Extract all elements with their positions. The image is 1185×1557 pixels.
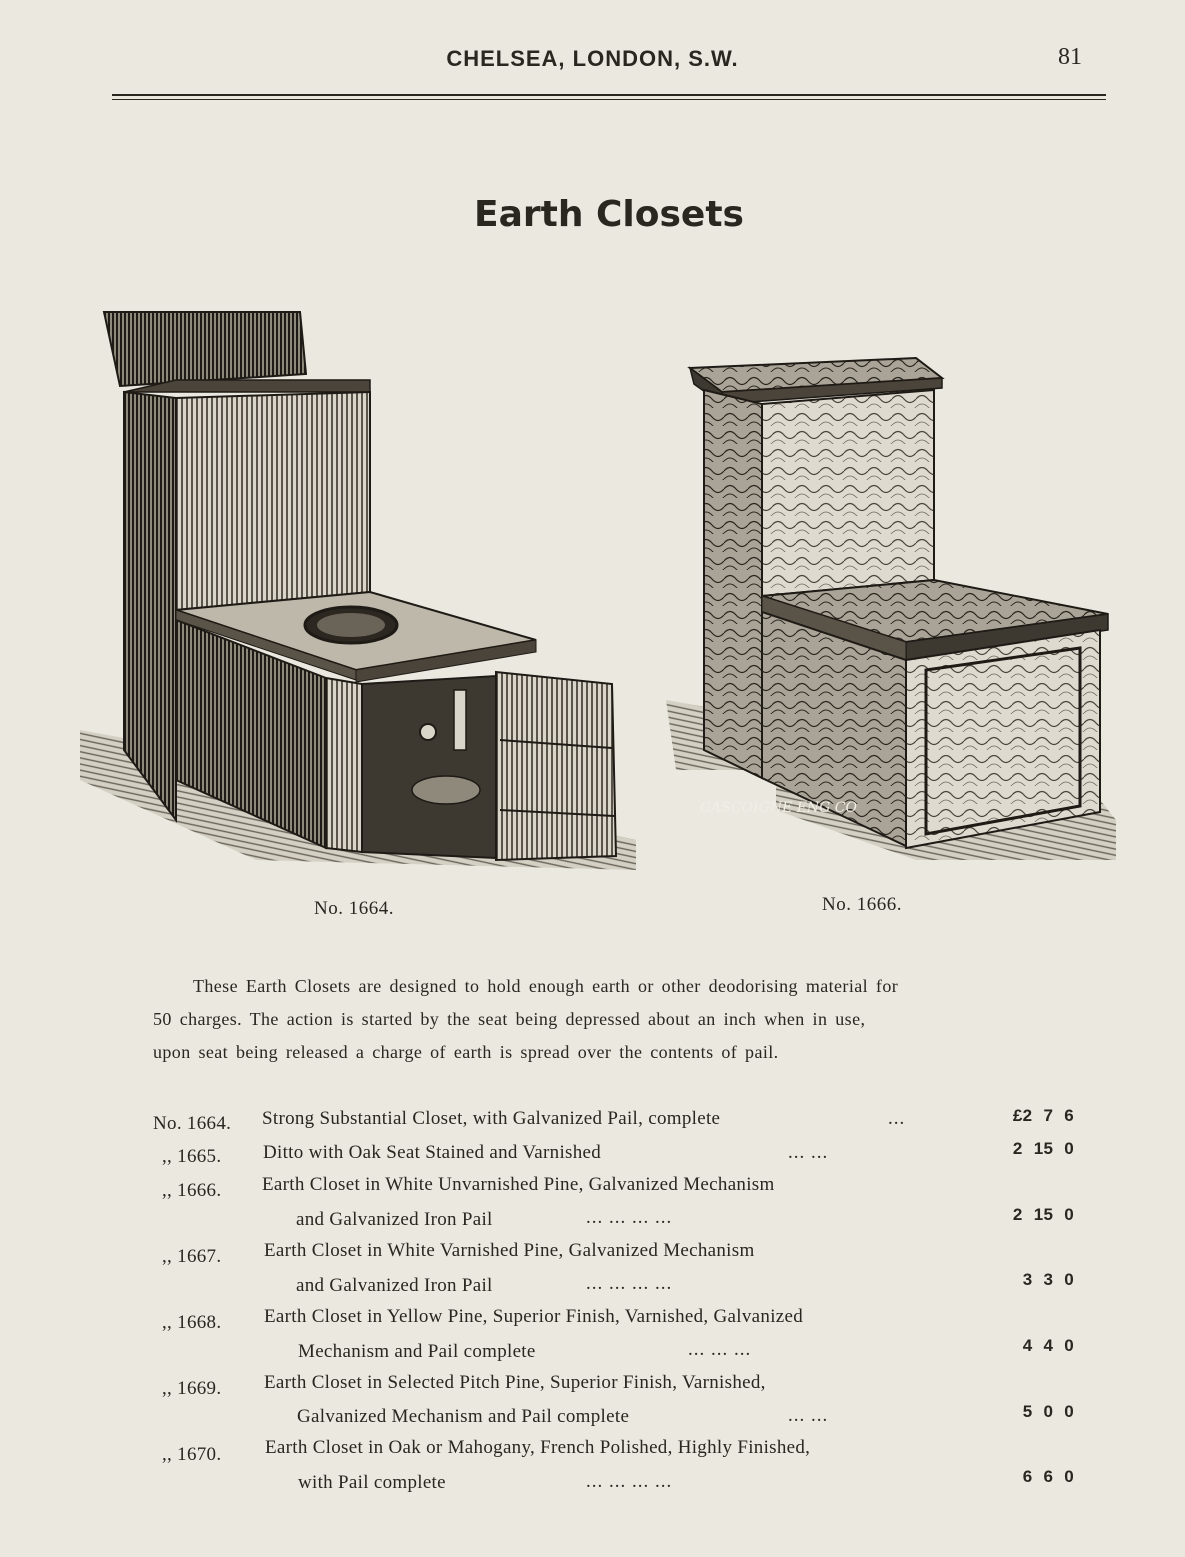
item-description: Earth Closet in Oak or Mahogany, French Polished, Highly Finished, xyxy=(265,1437,811,1458)
description-line: These Earth Closets are designed to hold enough earth or other deodorising material for xyxy=(193,976,899,996)
leader-dots: ... ... ... xyxy=(688,1339,752,1360)
item-description: Earth Closet in Selected Pitch Pine, Superior Finish, Varnished, xyxy=(264,1372,766,1393)
description-line: 50 charges. The action is started by the seat being depressed about an inch when in use, xyxy=(153,1009,866,1029)
figure-caption-1666: No. 1666. xyxy=(822,894,902,915)
item-number: ,, 1669. xyxy=(162,1378,222,1399)
item-price: 3 3 0 xyxy=(1022,1270,1074,1289)
item-number: ,, 1666. xyxy=(162,1180,222,1201)
item-description-cont: Mechanism and Pail complete xyxy=(298,1341,536,1362)
figure-caption-1664: No. 1664. xyxy=(314,898,394,919)
leader-dots: ... ... xyxy=(788,1142,829,1163)
item-description-cont: and Galvanized Iron Pail xyxy=(296,1275,493,1296)
item-number: ,, 1670. xyxy=(162,1444,222,1465)
item-description: Earth Closet in Yellow Pine, Superior Finish, Varnished, Galvanized xyxy=(264,1306,804,1327)
engraver-mark: GASCOIGNE ENG CO xyxy=(700,800,858,816)
item-price: 6 6 0 xyxy=(1022,1467,1074,1486)
item-number: ,, 1667. xyxy=(162,1246,222,1267)
item-number: ,, 1665. xyxy=(162,1146,222,1167)
leader-dots: ... ... ... ... xyxy=(586,1471,673,1492)
running-header: CHELSEA, LONDON, S.W. xyxy=(446,46,739,71)
item-description: Strong Substantial Closet, with Galvanized Pail, complete xyxy=(262,1108,721,1129)
description-line: upon seat being released a charge of earth is spread over the contents of pail. xyxy=(153,1042,779,1062)
item-description: Earth Closet in White Varnished Pine, Galvanized Mechanism xyxy=(264,1240,755,1261)
item-description: Ditto with Oak Seat Stained and Varnished xyxy=(263,1142,602,1163)
item-number: No. 1664. xyxy=(153,1113,232,1134)
leader-dots: ... ... ... ... xyxy=(586,1207,673,1228)
item-description: Earth Closet in White Unvarnished Pine, Galvanized Mechanism xyxy=(262,1174,775,1195)
item-price: 4 4 0 xyxy=(1022,1336,1074,1355)
page-title: Earth Closets xyxy=(474,194,744,235)
item-description-cont: Galvanized Mechanism and Pail complete xyxy=(297,1406,630,1427)
item-description-cont: with Pail complete xyxy=(298,1472,446,1493)
item-number: ,, 1668. xyxy=(162,1312,222,1333)
leader-dots: ... ... xyxy=(788,1405,829,1426)
item-description-cont: and Galvanized Iron Pail xyxy=(296,1209,493,1230)
item-price: £2 7 6 xyxy=(1012,1106,1074,1125)
item-price: 5 0 0 xyxy=(1022,1402,1074,1421)
leader-dots: ... ... ... ... xyxy=(586,1273,673,1294)
leader-dots: ... xyxy=(888,1108,906,1129)
page-number: 81 xyxy=(1058,44,1082,70)
item-price: 2 15 0 xyxy=(1012,1139,1074,1158)
item-price: 2 15 0 xyxy=(1012,1205,1074,1224)
